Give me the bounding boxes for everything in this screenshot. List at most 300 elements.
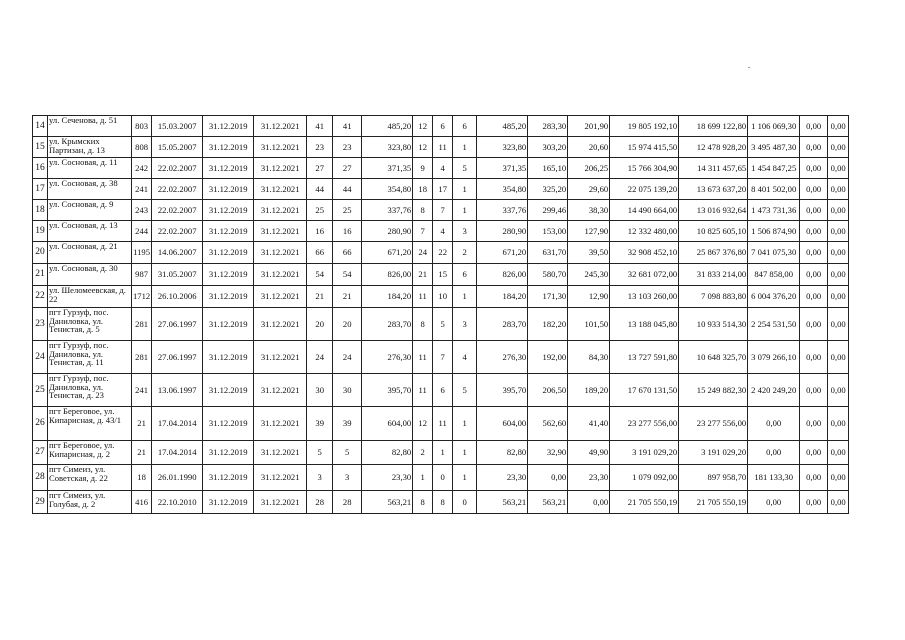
cell-address: ул. Сосновая, д. 30 xyxy=(48,264,132,286)
cell-cost-total: 14 490 664,00 xyxy=(610,200,679,221)
cell-resettled-count: 66 xyxy=(333,242,362,264)
cell-total-area: 280,90 xyxy=(362,221,413,242)
cell-cost-fund: 21 705 550,19 xyxy=(679,491,748,514)
cell-cost-other: 0,00 xyxy=(828,286,849,308)
cell-row-number: 16 xyxy=(33,158,48,179)
cell-planned-date: 31.12.2019 xyxy=(203,221,254,242)
cell-total-area: 283,70 xyxy=(362,308,413,341)
cell-flats-count: 11 xyxy=(413,341,433,374)
cell-deadline-date: 31.12.2021 xyxy=(254,341,307,374)
cell-address: пгт Симеиз, ул. Голубая, д. 2 xyxy=(48,491,132,514)
cell-row-number: 23 xyxy=(33,308,48,341)
cell-cost-local: 0,00 xyxy=(800,158,828,179)
cell-row-number: 19 xyxy=(33,221,48,242)
cell-cost-total: 12 332 480,00 xyxy=(610,221,679,242)
cell-deadline-date: 31.12.2021 xyxy=(254,158,307,179)
cell-doc-number: 244 xyxy=(132,221,152,242)
cell-area-total: 280,90 xyxy=(477,221,528,242)
cell-flats-municipal: 1 xyxy=(453,179,477,200)
cell-residents-count: 21 xyxy=(307,286,333,308)
cell-flats-count: 11 xyxy=(413,374,433,407)
cell-flats-municipal: 1 xyxy=(453,465,477,491)
cell-flats-private: 17 xyxy=(433,179,453,200)
cell-flats-private: 8 xyxy=(433,491,453,514)
cell-residents-count: 25 xyxy=(307,200,333,221)
cell-doc-date: 26.10.2006 xyxy=(152,286,203,308)
cell-resettled-count: 54 xyxy=(333,264,362,286)
cell-cost-other: 0,00 xyxy=(828,441,849,465)
cell-resettled-count: 21 xyxy=(333,286,362,308)
table-row xyxy=(33,441,849,465)
cell-area-municipal: 20,60 xyxy=(568,137,610,158)
cell-residents-count: 3 xyxy=(307,465,333,491)
cell-area-private: 192,00 xyxy=(528,341,568,374)
cell-flats-private: 11 xyxy=(433,407,453,441)
cell-total-area: 604,00 xyxy=(362,407,413,441)
cell-cost-local: 0,00 xyxy=(800,341,828,374)
cell-area-total: 337,76 xyxy=(477,200,528,221)
cell-flats-private: 6 xyxy=(433,374,453,407)
cell-residents-count: 23 xyxy=(307,137,333,158)
cell-resettled-count: 30 xyxy=(333,374,362,407)
cell-cost-other: 0,00 xyxy=(828,341,849,374)
cell-area-municipal: 41,40 xyxy=(568,407,610,441)
cell-cost-fund: 31 833 214,00 xyxy=(679,264,748,286)
cell-area-total: 395,70 xyxy=(477,374,528,407)
cell-cost-local: 0,00 xyxy=(800,407,828,441)
cell-address: пгт Гурзуф, пос. Даниловка, ул. Тенистая, д. 11 xyxy=(48,341,132,374)
cell-area-total: 671,20 xyxy=(477,242,528,264)
table-body xyxy=(33,116,849,514)
cell-flats-count: 7 xyxy=(413,221,433,242)
housing-program-table xyxy=(32,115,849,514)
cell-flats-count: 12 xyxy=(413,116,433,137)
cell-area-total: 283,70 xyxy=(477,308,528,341)
cell-flats-municipal: 1 xyxy=(453,407,477,441)
cell-cost-fund: 3 191 029,20 xyxy=(679,441,748,465)
cell-flats-count: 9 xyxy=(413,158,433,179)
cell-area-private: 580,70 xyxy=(528,264,568,286)
cell-total-area: 23,30 xyxy=(362,465,413,491)
cell-deadline-date: 31.12.2021 xyxy=(254,116,307,137)
cell-total-area: 184,20 xyxy=(362,286,413,308)
cell-cost-total: 22 075 139,20 xyxy=(610,179,679,200)
cell-deadline-date: 31.12.2021 xyxy=(254,137,307,158)
cell-flats-municipal: 4 xyxy=(453,341,477,374)
cell-cost-total: 13 103 260,00 xyxy=(610,286,679,308)
cell-area-total: 184,20 xyxy=(477,286,528,308)
cell-flats-municipal: 6 xyxy=(453,116,477,137)
cell-cost-region: 1 454 847,25 xyxy=(748,158,800,179)
cell-row-number: 21 xyxy=(33,264,48,286)
cell-row-number: 26 xyxy=(33,407,48,441)
cell-cost-region: 1 473 731,36 xyxy=(748,200,800,221)
cell-residents-count: 39 xyxy=(307,407,333,441)
cell-cost-region: 1 106 069,30 xyxy=(748,116,800,137)
cell-area-private: 299,46 xyxy=(528,200,568,221)
cell-total-area: 354,80 xyxy=(362,179,413,200)
cell-address: ул. Сосновая, д. 13 xyxy=(48,221,132,242)
cell-flats-municipal: 1 xyxy=(453,137,477,158)
cell-area-municipal: 127,90 xyxy=(568,221,610,242)
cell-cost-local: 0,00 xyxy=(800,137,828,158)
cell-flats-count: 12 xyxy=(413,137,433,158)
cell-row-number: 20 xyxy=(33,242,48,264)
cell-flats-municipal: 1 xyxy=(453,200,477,221)
cell-cost-local: 0,00 xyxy=(800,179,828,200)
cell-planned-date: 31.12.2019 xyxy=(203,407,254,441)
cell-cost-region: 847 858,00 xyxy=(748,264,800,286)
cell-cost-region: 2 254 531,50 xyxy=(748,308,800,341)
cell-cost-region: 0,00 xyxy=(748,491,800,514)
cell-resettled-count: 24 xyxy=(333,341,362,374)
cell-area-municipal: 23,30 xyxy=(568,465,610,491)
cell-planned-date: 31.12.2019 xyxy=(203,242,254,264)
cell-cost-local: 0,00 xyxy=(800,308,828,341)
cell-flats-count: 12 xyxy=(413,407,433,441)
cell-cost-fund: 12 478 928,20 xyxy=(679,137,748,158)
cell-cost-total: 21 705 550,19 xyxy=(610,491,679,514)
cell-deadline-date: 31.12.2021 xyxy=(254,374,307,407)
cell-cost-fund: 13 016 932,64 xyxy=(679,200,748,221)
cell-resettled-count: 39 xyxy=(333,407,362,441)
cell-area-total: 23,30 xyxy=(477,465,528,491)
cell-cost-total: 13 188 045,80 xyxy=(610,308,679,341)
cell-cost-other: 0,00 xyxy=(828,407,849,441)
cell-total-area: 826,00 xyxy=(362,264,413,286)
cell-doc-date: 15.05.2007 xyxy=(152,137,203,158)
cell-cost-total: 19 805 192,10 xyxy=(610,116,679,137)
cell-residents-count: 5 xyxy=(307,441,333,465)
cell-area-private: 563,21 xyxy=(528,491,568,514)
cell-doc-date: 14.06.2007 xyxy=(152,242,203,264)
cell-address: пгт Гурзуф, пос. Даниловка, ул. Тенистая, д. 5 xyxy=(48,308,132,341)
cell-flats-municipal: 3 xyxy=(453,308,477,341)
cell-residents-count: 24 xyxy=(307,341,333,374)
scan-speck xyxy=(748,67,750,68)
cell-total-area: 276,30 xyxy=(362,341,413,374)
cell-total-area: 337,76 xyxy=(362,200,413,221)
cell-flats-count: 8 xyxy=(413,491,433,514)
cell-cost-fund: 23 277 556,00 xyxy=(679,407,748,441)
cell-cost-local: 0,00 xyxy=(800,221,828,242)
cell-doc-number: 808 xyxy=(132,137,152,158)
cell-planned-date: 31.12.2019 xyxy=(203,116,254,137)
cell-area-total: 485,20 xyxy=(477,116,528,137)
cell-cost-local: 0,00 xyxy=(800,465,828,491)
cell-cost-total: 13 727 591,80 xyxy=(610,341,679,374)
table-row xyxy=(33,116,849,137)
cell-area-private: 325,20 xyxy=(528,179,568,200)
cell-resettled-count: 41 xyxy=(333,116,362,137)
cell-resettled-count: 16 xyxy=(333,221,362,242)
cell-cost-fund: 15 249 882,30 xyxy=(679,374,748,407)
cell-area-total: 354,80 xyxy=(477,179,528,200)
cell-flats-private: 7 xyxy=(433,200,453,221)
cell-cost-other: 0,00 xyxy=(828,465,849,491)
cell-planned-date: 31.12.2019 xyxy=(203,308,254,341)
cell-area-private: 206,50 xyxy=(528,374,568,407)
table-row xyxy=(33,179,849,200)
cell-flats-municipal: 5 xyxy=(453,374,477,407)
cell-row-number: 14 xyxy=(33,116,48,137)
cell-flats-municipal: 6 xyxy=(453,264,477,286)
cell-area-municipal: 201,90 xyxy=(568,116,610,137)
cell-residents-count: 30 xyxy=(307,374,333,407)
cell-residents-count: 54 xyxy=(307,264,333,286)
cell-area-municipal: 12,90 xyxy=(568,286,610,308)
cell-area-municipal: 29,60 xyxy=(568,179,610,200)
cell-area-municipal: 0,00 xyxy=(568,491,610,514)
cell-cost-local: 0,00 xyxy=(800,286,828,308)
cell-flats-private: 6 xyxy=(433,116,453,137)
cell-cost-region: 181 133,30 xyxy=(748,465,800,491)
table-row xyxy=(33,308,849,341)
cell-cost-other: 0,00 xyxy=(828,308,849,341)
cell-cost-fund: 10 825 605,10 xyxy=(679,221,748,242)
cell-planned-date: 31.12.2019 xyxy=(203,200,254,221)
cell-cost-other: 0,00 xyxy=(828,200,849,221)
cell-area-municipal: 39,50 xyxy=(568,242,610,264)
cell-resettled-count: 44 xyxy=(333,179,362,200)
cell-cost-other: 0,00 xyxy=(828,374,849,407)
cell-area-private: 0,00 xyxy=(528,465,568,491)
cell-flats-private: 15 xyxy=(433,264,453,286)
cell-area-private: 562,60 xyxy=(528,407,568,441)
cell-doc-date: 22.10.2010 xyxy=(152,491,203,514)
cell-flats-private: 5 xyxy=(433,308,453,341)
cell-area-total: 371,35 xyxy=(477,158,528,179)
cell-deadline-date: 31.12.2021 xyxy=(254,465,307,491)
cell-deadline-date: 31.12.2021 xyxy=(254,200,307,221)
cell-doc-date: 13.06.1997 xyxy=(152,374,203,407)
cell-area-municipal: 101,50 xyxy=(568,308,610,341)
cell-cost-other: 0,00 xyxy=(828,491,849,514)
cell-doc-number: 242 xyxy=(132,158,152,179)
cell-total-area: 563,21 xyxy=(362,491,413,514)
cell-flats-count: 18 xyxy=(413,179,433,200)
cell-cost-other: 0,00 xyxy=(828,221,849,242)
cell-doc-number: 416 xyxy=(132,491,152,514)
cell-flats-municipal: 0 xyxy=(453,491,477,514)
cell-planned-date: 31.12.2019 xyxy=(203,286,254,308)
cell-area-municipal: 84,30 xyxy=(568,341,610,374)
table-row xyxy=(33,158,849,179)
cell-area-total: 82,80 xyxy=(477,441,528,465)
cell-cost-region: 6 004 376,20 xyxy=(748,286,800,308)
cell-address: пгт Береговое, ул. Кипарисная, д. 2 xyxy=(48,441,132,465)
cell-residents-count: 28 xyxy=(307,491,333,514)
table-row xyxy=(33,264,849,286)
cell-doc-date: 26.01.1990 xyxy=(152,465,203,491)
cell-row-number: 25 xyxy=(33,374,48,407)
cell-flats-private: 10 xyxy=(433,286,453,308)
cell-doc-number: 241 xyxy=(132,179,152,200)
cell-cost-total: 23 277 556,00 xyxy=(610,407,679,441)
cell-cost-total: 15 974 415,50 xyxy=(610,137,679,158)
cell-cost-local: 0,00 xyxy=(800,116,828,137)
cell-total-area: 323,80 xyxy=(362,137,413,158)
cell-deadline-date: 31.12.2021 xyxy=(254,491,307,514)
cell-cost-total: 32 908 452,10 xyxy=(610,242,679,264)
cell-resettled-count: 23 xyxy=(333,137,362,158)
cell-resettled-count: 20 xyxy=(333,308,362,341)
cell-doc-number: 987 xyxy=(132,264,152,286)
table-row xyxy=(33,200,849,221)
cell-flats-municipal: 1 xyxy=(453,441,477,465)
cell-flats-municipal: 1 xyxy=(453,286,477,308)
cell-flats-municipal: 2 xyxy=(453,242,477,264)
cell-area-municipal: 49,90 xyxy=(568,441,610,465)
cell-planned-date: 31.12.2019 xyxy=(203,341,254,374)
cell-cost-fund: 14 311 457,65 xyxy=(679,158,748,179)
table-row xyxy=(33,242,849,264)
cell-area-total: 276,30 xyxy=(477,341,528,374)
cell-cost-region: 0,00 xyxy=(748,407,800,441)
cell-flats-private: 0 xyxy=(433,465,453,491)
cell-row-number: 15 xyxy=(33,137,48,158)
cell-address: ул. Шеломеевская, д. 22 xyxy=(48,286,132,308)
cell-planned-date: 31.12.2019 xyxy=(203,491,254,514)
cell-cost-other: 0,00 xyxy=(828,179,849,200)
cell-deadline-date: 31.12.2021 xyxy=(254,264,307,286)
cell-cost-local: 0,00 xyxy=(800,491,828,514)
cell-doc-date: 17.04.2014 xyxy=(152,407,203,441)
cell-cost-fund: 25 867 376,80 xyxy=(679,242,748,264)
cell-cost-total: 15 766 304,90 xyxy=(610,158,679,179)
cell-doc-number: 21 xyxy=(132,441,152,465)
cell-area-total: 563,21 xyxy=(477,491,528,514)
table-row xyxy=(33,341,849,374)
cell-planned-date: 31.12.2019 xyxy=(203,441,254,465)
cell-residents-count: 41 xyxy=(307,116,333,137)
cell-doc-date: 31.05.2007 xyxy=(152,264,203,286)
cell-cost-local: 0,00 xyxy=(800,374,828,407)
cell-cost-fund: 13 673 637,20 xyxy=(679,179,748,200)
cell-area-private: 182,20 xyxy=(528,308,568,341)
cell-deadline-date: 31.12.2021 xyxy=(254,407,307,441)
cell-resettled-count: 3 xyxy=(333,465,362,491)
cell-cost-other: 0,00 xyxy=(828,158,849,179)
cell-residents-count: 27 xyxy=(307,158,333,179)
table-row xyxy=(33,137,849,158)
cell-cost-region: 3 079 266,10 xyxy=(748,341,800,374)
cell-deadline-date: 31.12.2021 xyxy=(254,242,307,264)
cell-row-number: 27 xyxy=(33,441,48,465)
cell-cost-fund: 18 699 122,80 xyxy=(679,116,748,137)
cell-doc-number: 243 xyxy=(132,200,152,221)
cell-planned-date: 31.12.2019 xyxy=(203,158,254,179)
cell-deadline-date: 31.12.2021 xyxy=(254,308,307,341)
cell-address: пгт Гурзуф, пос. Даниловка, ул. Тенистая, д. 23 xyxy=(48,374,132,407)
table-row xyxy=(33,374,849,407)
cell-flats-count: 8 xyxy=(413,308,433,341)
cell-cost-region: 3 495 487,30 xyxy=(748,137,800,158)
cell-row-number: 18 xyxy=(33,200,48,221)
cell-doc-date: 15.03.2007 xyxy=(152,116,203,137)
cell-cost-other: 0,00 xyxy=(828,242,849,264)
cell-cost-other: 0,00 xyxy=(828,116,849,137)
table-row xyxy=(33,286,849,308)
cell-row-number: 28 xyxy=(33,465,48,491)
cell-area-municipal: 206,25 xyxy=(568,158,610,179)
cell-address: ул. Сеченова, д. 51 xyxy=(48,116,132,137)
cell-cost-total: 17 670 131,50 xyxy=(610,374,679,407)
cell-doc-date: 22.02.2007 xyxy=(152,179,203,200)
cell-area-private: 631,70 xyxy=(528,242,568,264)
cell-total-area: 82,80 xyxy=(362,441,413,465)
cell-resettled-count: 25 xyxy=(333,200,362,221)
cell-flats-municipal: 5 xyxy=(453,158,477,179)
cell-doc-date: 22.02.2007 xyxy=(152,200,203,221)
cell-cost-fund: 10 648 325,70 xyxy=(679,341,748,374)
cell-area-municipal: 189,20 xyxy=(568,374,610,407)
cell-doc-number: 241 xyxy=(132,374,152,407)
cell-flats-private: 11 xyxy=(433,137,453,158)
cell-flats-count: 1 xyxy=(413,465,433,491)
cell-cost-fund: 7 098 883,80 xyxy=(679,286,748,308)
cell-row-number: 22 xyxy=(33,286,48,308)
cell-area-private: 283,30 xyxy=(528,116,568,137)
cell-area-private: 32,90 xyxy=(528,441,568,465)
cell-doc-date: 17.04.2014 xyxy=(152,441,203,465)
cell-flats-count: 21 xyxy=(413,264,433,286)
cell-address: пгт Симеиз, ул. Советская, д. 22 xyxy=(48,465,132,491)
cell-address: пгт Береговое, ул. Кипарисная, д. 43/1 xyxy=(48,407,132,441)
cell-area-private: 165,10 xyxy=(528,158,568,179)
cell-planned-date: 31.12.2019 xyxy=(203,137,254,158)
cell-address: ул. Сосновая, д. 11 xyxy=(48,158,132,179)
cell-cost-local: 0,00 xyxy=(800,242,828,264)
cell-doc-date: 27.06.1997 xyxy=(152,308,203,341)
cell-total-area: 485,20 xyxy=(362,116,413,137)
cell-doc-date: 27.06.1997 xyxy=(152,341,203,374)
cell-area-private: 303,20 xyxy=(528,137,568,158)
cell-total-area: 371,35 xyxy=(362,158,413,179)
cell-address: ул. Сосновая, д. 9 xyxy=(48,200,132,221)
cell-cost-region: 0,00 xyxy=(748,441,800,465)
cell-flats-private: 4 xyxy=(433,221,453,242)
cell-flats-private: 4 xyxy=(433,158,453,179)
cell-doc-number: 803 xyxy=(132,116,152,137)
cell-deadline-date: 31.12.2021 xyxy=(254,286,307,308)
table-row xyxy=(33,465,849,491)
cell-doc-date: 22.02.2007 xyxy=(152,221,203,242)
cell-row-number: 24 xyxy=(33,341,48,374)
cell-row-number: 29 xyxy=(33,491,48,514)
cell-deadline-date: 31.12.2021 xyxy=(254,179,307,200)
cell-doc-number: 18 xyxy=(132,465,152,491)
cell-flats-count: 24 xyxy=(413,242,433,264)
cell-planned-date: 31.12.2019 xyxy=(203,374,254,407)
cell-residents-count: 44 xyxy=(307,179,333,200)
cell-deadline-date: 31.12.2021 xyxy=(254,221,307,242)
cell-flats-count: 11 xyxy=(413,286,433,308)
cell-flats-count: 2 xyxy=(413,441,433,465)
cell-cost-other: 0,00 xyxy=(828,137,849,158)
cell-flats-private: 22 xyxy=(433,242,453,264)
cell-flats-private: 7 xyxy=(433,341,453,374)
cell-cost-total: 32 681 072,00 xyxy=(610,264,679,286)
cell-cost-region: 1 506 874,90 xyxy=(748,221,800,242)
cell-total-area: 395,70 xyxy=(362,374,413,407)
cell-planned-date: 31.12.2019 xyxy=(203,465,254,491)
cell-cost-region: 7 041 075,30 xyxy=(748,242,800,264)
cell-flats-municipal: 3 xyxy=(453,221,477,242)
cell-cost-local: 0,00 xyxy=(800,264,828,286)
cell-planned-date: 31.12.2019 xyxy=(203,264,254,286)
cell-area-total: 604,00 xyxy=(477,407,528,441)
